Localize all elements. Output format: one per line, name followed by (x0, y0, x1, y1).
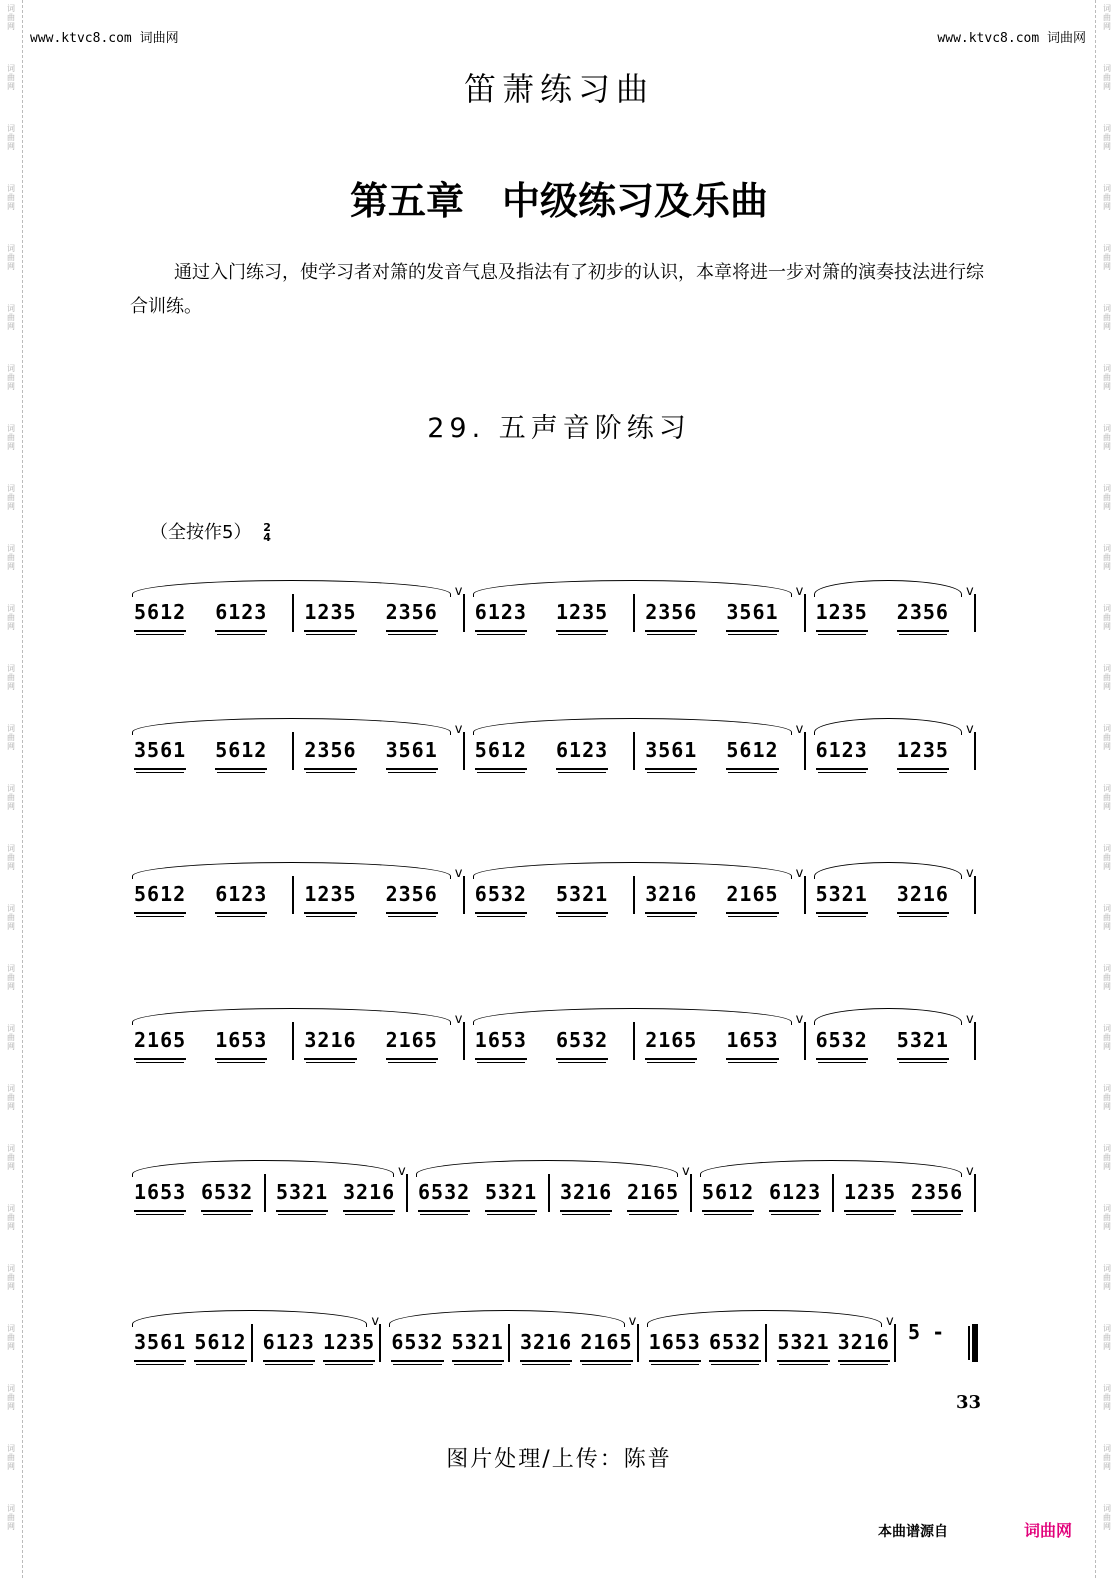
note-group: 3216 (343, 1180, 395, 1212)
margin-watermark: 词 曲 网 (1103, 964, 1111, 991)
breath-mark: v (966, 584, 974, 599)
margin-watermark: 词 曲 网 (1103, 604, 1111, 631)
bar-line (379, 1324, 381, 1362)
breath-mark: v (628, 1314, 637, 1329)
bar-line (548, 1174, 550, 1212)
note-group: 3561 (134, 738, 186, 770)
note-group: 5321 (556, 882, 608, 914)
breath-mark: v (454, 722, 463, 737)
note-group: 6123 (215, 882, 267, 914)
note-group: 1235 (816, 600, 868, 632)
bar-line (633, 594, 635, 632)
margin-watermark: 词 曲 网 (1103, 244, 1111, 271)
header-left-url[interactable]: www.ktvc8.com 词曲网 (30, 31, 179, 46)
margin-watermark: 词 曲 网 (1103, 124, 1111, 151)
note-group: 5612 (702, 1180, 754, 1212)
note-group: 5321 (452, 1330, 504, 1362)
note-group: 6123 (263, 1330, 315, 1362)
breath-mark: v (795, 866, 804, 881)
bar-line (633, 732, 635, 770)
bar-line (974, 1022, 976, 1060)
note-group: 6532 (556, 1028, 608, 1060)
margin-watermark: 词 曲 网 (7, 544, 15, 571)
margin-watermark: 词 曲 网 (7, 364, 15, 391)
margin-watermark: 词 曲 网 (7, 844, 15, 871)
slur-arc (132, 1160, 394, 1177)
margin-watermark: 词 曲 网 (7, 1084, 15, 1111)
note-group: 2165 (627, 1180, 679, 1212)
time-signature (263, 523, 271, 543)
time-sig-top: 2 (263, 521, 271, 534)
note-group: 1653 (475, 1028, 527, 1060)
margin-watermark: 词 曲 网 (1103, 724, 1111, 751)
margin-watermark: 词 曲 网 (1103, 1084, 1111, 1111)
note-group: 5612 (134, 600, 186, 632)
margin-watermark: 词 曲 网 (7, 1144, 15, 1171)
note-group: 1235 (323, 1330, 375, 1362)
margin-watermark: 词 曲 网 (1103, 64, 1111, 91)
note-group: 6532 (391, 1330, 443, 1362)
note-group: 6123 (816, 738, 868, 770)
note-group: 2356 (386, 882, 438, 914)
breath-mark: v (682, 1164, 690, 1179)
bar-line (804, 594, 806, 632)
score-system (0, 1008, 1118, 1078)
slur-arc (132, 862, 451, 879)
score-system (0, 1310, 1118, 1380)
slur-arc (814, 1008, 962, 1025)
note-group: 3561 (134, 1330, 186, 1362)
margin-watermark: 词 曲 网 (7, 64, 15, 91)
note-group: 1235 (304, 882, 356, 914)
margin-watermark: 词 曲 网 (1103, 1384, 1111, 1411)
slur-arc (473, 580, 792, 597)
time-sig-bottom: 4 (263, 531, 271, 544)
margin-watermark: 词 曲 网 (7, 484, 15, 511)
note-group: 3216 (645, 882, 697, 914)
margin-watermark: 词 曲 网 (7, 1204, 15, 1231)
margin-watermark: 词 曲 网 (1103, 664, 1111, 691)
note-group: 5612 (194, 1330, 246, 1362)
note-group: 5612 (475, 738, 527, 770)
margin-watermark: 词 曲 网 (1103, 904, 1111, 931)
note-group: 6532 (475, 882, 527, 914)
note-group: 2356 (911, 1180, 963, 1212)
margin-watermark: 词 曲 网 (1103, 1324, 1111, 1351)
bar-line (463, 876, 465, 914)
slur-arc (389, 1310, 624, 1327)
bar-line (974, 732, 976, 770)
note-group: 2165 (134, 1028, 186, 1060)
note-group: 1235 (304, 600, 356, 632)
margin-watermark: 词 曲 网 (7, 784, 15, 811)
margin-watermark: 词 曲 网 (7, 304, 15, 331)
slur-arc (132, 1008, 451, 1025)
note-group: 5612 (134, 882, 186, 914)
note-group: 3216 (304, 1028, 356, 1060)
bar-line (690, 1174, 692, 1212)
margin-watermark: 词 曲 网 (7, 964, 15, 991)
bar-line (974, 876, 976, 914)
margin-watermark: 词 曲 网 (1103, 1444, 1111, 1471)
breath-mark: v (966, 722, 974, 737)
note-group: 6532 (709, 1330, 761, 1362)
margin-watermark: 词 曲 网 (1103, 1504, 1111, 1531)
bar-line (804, 876, 806, 914)
margin-watermark: 词 曲 网 (7, 184, 15, 211)
note-group: 6532 (418, 1180, 470, 1212)
margin-watermark: 词 曲 网 (1103, 1144, 1111, 1171)
margin-watermark: 词 曲 网 (1103, 784, 1111, 811)
note-group: 5321 (276, 1180, 328, 1212)
breath-mark: v (454, 584, 463, 599)
note-group: 3216 (838, 1330, 890, 1362)
margin-watermark: 词 曲 网 (7, 244, 15, 271)
bar-line (508, 1324, 510, 1362)
margin-watermark: 词 曲 网 (1103, 844, 1111, 871)
slur-arc (473, 718, 792, 735)
note-group: 2165 (726, 882, 778, 914)
final-bar-line (970, 1324, 978, 1362)
source-label: 本曲谱源自 (878, 1524, 948, 1540)
note-group: 6532 (201, 1180, 253, 1212)
bar-line (633, 1022, 635, 1060)
breath-mark: v (454, 1012, 463, 1027)
margin-watermark: 词 曲 网 (1103, 1024, 1111, 1051)
credit-line: 图片处理/上传：陈普 (446, 1447, 672, 1472)
note-group: 6123 (215, 600, 267, 632)
bar-line (463, 594, 465, 632)
note-group: 3216 (520, 1330, 572, 1362)
note-group: 1235 (897, 738, 949, 770)
breath-mark: v (966, 866, 974, 881)
breath-mark: v (795, 1012, 804, 1027)
bar-line (832, 1174, 834, 1212)
tempo-marking (150, 518, 271, 544)
note-group: 6123 (556, 738, 608, 770)
bar-line (894, 1324, 896, 1362)
margin-watermark: 词 曲 网 (7, 1384, 15, 1411)
note-group: 5321 (897, 1028, 949, 1060)
bar-line (292, 594, 294, 632)
margin-watermark: 词 曲 网 (1103, 1204, 1111, 1231)
note-group: 2356 (897, 600, 949, 632)
note-group: 3561 (726, 600, 778, 632)
note-group: 1653 (649, 1330, 701, 1362)
breath-mark: v (966, 1164, 974, 1179)
bar-line (406, 1174, 408, 1212)
margin-watermark: 词 曲 网 (7, 604, 15, 631)
note-group: 3561 (645, 738, 697, 770)
slur-arc (647, 1310, 882, 1327)
bar-line (633, 876, 635, 914)
margin-watermark: 词 曲 网 (1103, 484, 1111, 511)
score-system (0, 718, 1118, 788)
bar-line (292, 1022, 294, 1060)
margin-watermark: 词 曲 网 (7, 664, 15, 691)
margin-watermark: 词 曲 网 (1103, 184, 1111, 211)
note-group: 1235 (844, 1180, 896, 1212)
note-group: 2165 (645, 1028, 697, 1060)
bar-line (765, 1324, 767, 1362)
note-group: 2165 (580, 1330, 632, 1362)
page-number: 33 (956, 1392, 982, 1413)
margin-watermark: 词 曲 网 (7, 124, 15, 151)
slur-arc (814, 718, 962, 735)
slur-arc (132, 718, 451, 735)
note-group: 6123 (475, 600, 527, 632)
margin-watermark: 词 曲 网 (7, 1504, 15, 1531)
slur-arc (132, 580, 451, 597)
note-group: 2356 (645, 600, 697, 632)
margin-watermark: 词 曲 网 (7, 1444, 15, 1471)
note-group: 1653 (215, 1028, 267, 1060)
margin-watermark: 词 曲 网 (1103, 1264, 1111, 1291)
final-note: 5 - (908, 1320, 945, 1344)
note-group: 1235 (556, 600, 608, 632)
margin-watermark: 词 曲 网 (7, 724, 15, 751)
margin-watermark: 词 曲 网 (1103, 4, 1111, 31)
note-group: 3216 (560, 1180, 612, 1212)
margin-watermark: 词 曲 网 (7, 424, 15, 451)
header-right-url[interactable]: www.ktvc8.com 词曲网 (937, 31, 1086, 46)
slur-arc (814, 862, 962, 879)
bar-line (804, 1022, 806, 1060)
bar-line (974, 1174, 976, 1212)
score-system (0, 580, 1118, 650)
margin-watermark: 词 曲 网 (7, 1324, 15, 1351)
margin-watermark: 词 曲 网 (1103, 424, 1111, 451)
breath-mark: v (795, 584, 804, 599)
bar-line (264, 1174, 266, 1212)
breath-mark: v (371, 1314, 380, 1329)
bar-line (463, 732, 465, 770)
note-group: 5321 (816, 882, 868, 914)
chapter-title: 第五章 中级练习及乐曲 (349, 179, 768, 223)
source-logo[interactable]: 词曲网 (1024, 1521, 1073, 1540)
note-group: 6532 (816, 1028, 868, 1060)
breath-mark: v (398, 1164, 406, 1179)
slur-arc (473, 1008, 792, 1025)
slur-arc (814, 580, 962, 597)
note-group: 5612 (726, 738, 778, 770)
bar-line (974, 594, 976, 632)
note-group: 2356 (304, 738, 356, 770)
note-group: 3216 (897, 882, 949, 914)
slur-arc (416, 1160, 678, 1177)
note-group: 6123 (769, 1180, 821, 1212)
bar-line (463, 1022, 465, 1060)
margin-watermark: 词 曲 网 (7, 1024, 15, 1051)
intro-paragraph: 通过入门练习，使学习者对箫的发音气息及指法有了初步的认识，本章将进一步对箫的演奏技法进行综合训练。 (130, 262, 984, 317)
score-system (0, 1160, 1118, 1230)
note-group: 1653 (134, 1180, 186, 1212)
margin-watermark: 词 曲 网 (7, 1264, 15, 1291)
note-group: 1653 (726, 1028, 778, 1060)
note-group: 3561 (386, 738, 438, 770)
note-group: 2165 (386, 1028, 438, 1060)
note-group: 5612 (215, 738, 267, 770)
bar-line (637, 1324, 639, 1362)
book-title: 笛萧练习曲 (463, 70, 654, 108)
bar-line (804, 732, 806, 770)
note-group: 5321 (485, 1180, 537, 1212)
slur-arc (132, 1310, 367, 1327)
margin-watermark: 词 曲 网 (1103, 304, 1111, 331)
note-group: 5321 (777, 1330, 829, 1362)
bar-line (251, 1324, 253, 1362)
breath-mark: v (886, 1314, 894, 1329)
piece-title: 29. 五声音阶练习 (427, 413, 691, 444)
breath-mark: v (795, 722, 804, 737)
margin-watermark: 词 曲 网 (7, 4, 15, 31)
bar-line (292, 732, 294, 770)
tempo-text: （全按作5） (150, 522, 252, 543)
slur-arc (700, 1160, 962, 1177)
score-system (0, 862, 1118, 932)
margin-watermark: 词 曲 网 (1103, 544, 1111, 571)
margin-watermark: 词 曲 网 (7, 904, 15, 931)
breath-mark: v (966, 1012, 974, 1027)
bar-line (292, 876, 294, 914)
margin-watermark: 词 曲 网 (1103, 364, 1111, 391)
note-group: 2356 (386, 600, 438, 632)
breath-mark: v (454, 866, 463, 881)
slur-arc (473, 862, 792, 879)
